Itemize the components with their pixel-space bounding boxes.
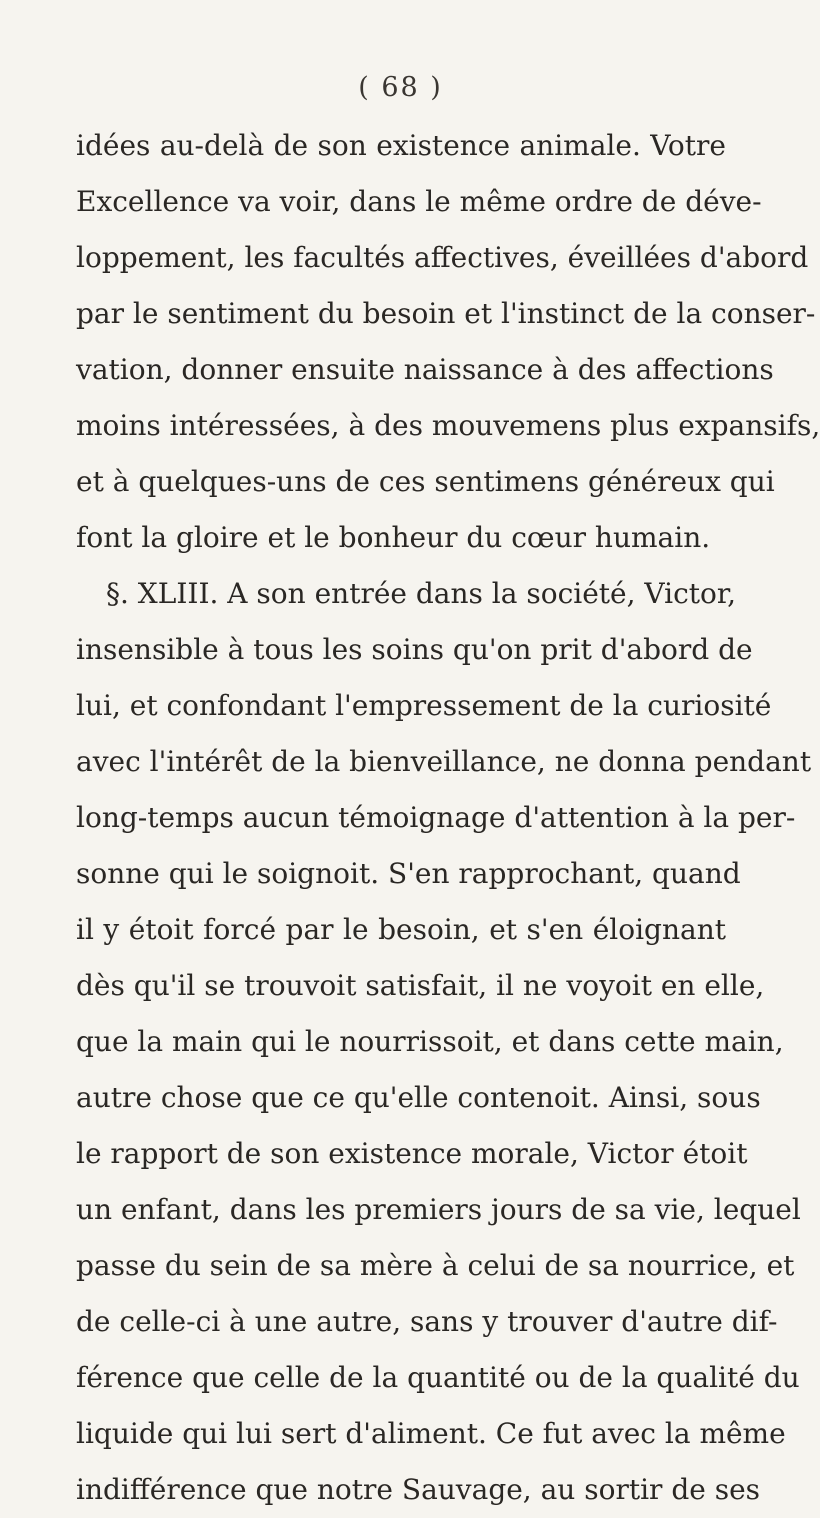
text-line: que la main qui le nourrissoit, et dans cette main,: [76, 1025, 784, 1058]
text-line: passe du sein de sa mère à celui de sa nourrice, et: [76, 1249, 795, 1282]
text-line: le rapport de son existence morale, Victor étoit: [76, 1137, 748, 1170]
text-line: férence que celle de la quantité ou de la qualité du: [76, 1361, 800, 1394]
text-line: autre chose que ce qu'elle contenoit. Ainsi, sous: [76, 1081, 761, 1114]
text-line: et à quelques-uns de ces sentimens généreux qui: [76, 465, 775, 498]
text-line: avec l'intérêt de la bienveillance, ne donna pendant: [76, 745, 812, 778]
text-line: Excellence va voir, dans le même ordre de déve-: [76, 185, 762, 218]
text-line: idées au-delà de son existence animale. Votre: [76, 129, 726, 162]
body-text: [76, 118, 820, 1518]
text-line: moins intéressées, à des mouvemens plus expansifs,: [76, 409, 820, 442]
text-line: un enfant, dans les premiers jours de sa vie, lequel: [76, 1193, 801, 1226]
page-number: ( 68 ): [358, 72, 443, 103]
text-line: dès qu'il se trouvoit satisfait, il ne voyoit en elle,: [76, 969, 765, 1002]
text-line: font la gloire et le bonheur du cœur humain.: [76, 521, 711, 554]
text-line: long-temps aucun témoignage d'attention à la per-: [76, 801, 796, 834]
text-line: insensible à tous les soins qu'on prit d'abord de: [76, 633, 753, 666]
text-line: vation, donner ensuite naissance à des affections: [76, 353, 774, 386]
text-line: sonne qui le soignoit. S'en rapprochant, quand: [76, 857, 741, 890]
text-line: de celle-ci à une autre, sans y trouver d'autre dif-: [76, 1305, 778, 1338]
text-line: lui, et confondant l'empressement de la curiosité: [76, 689, 772, 722]
text-line: §. XLIII. A son entrée dans la société, Victor,: [106, 577, 737, 610]
text-line: loppement, les facultés affectives, éveillées d'abord: [76, 241, 809, 274]
text-line: par le sentiment du besoin et l'instinct de la conser-: [76, 297, 816, 330]
text-line: liquide qui lui sert d'aliment. Ce fut avec la même: [76, 1417, 786, 1450]
text-line: il y étoit forcé par le besoin, et s'en éloignant: [76, 913, 726, 946]
text-line: indifférence que notre Sauvage, au sortir de ses: [76, 1473, 761, 1506]
